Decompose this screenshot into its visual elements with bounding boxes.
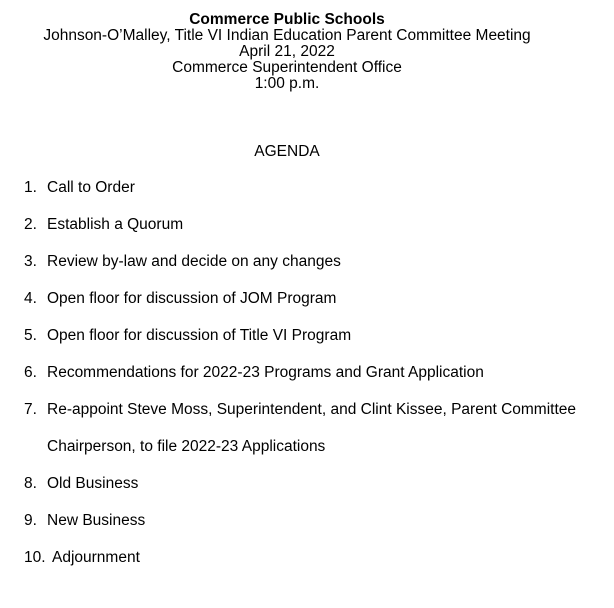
agenda-item-text: Recommendations for 2022-23 Programs and Grant Application xyxy=(47,364,484,381)
agenda-item-number: 2. xyxy=(24,216,37,233)
agenda-item-number: 7. xyxy=(24,401,37,418)
agenda-item-text: Call to Order xyxy=(47,179,135,196)
agenda-item xyxy=(0,475,614,512)
agenda-item-text: Adjournment xyxy=(52,549,140,566)
agenda-list xyxy=(0,179,614,586)
agenda-item-text-block xyxy=(47,401,614,456)
meeting-title: Johnson-O’Malley, Title VI Indian Education Parent Committee Meeting xyxy=(43,27,531,44)
agenda-item xyxy=(0,327,614,364)
agenda-item-number: 9. xyxy=(24,512,37,529)
agenda-item-text: Re-appoint Steve Moss, Superintendent, and Clint Kissee, Parent Committee xyxy=(47,401,576,418)
agenda-item xyxy=(0,512,614,549)
agenda-item xyxy=(0,401,614,475)
agenda-item xyxy=(0,216,614,253)
agenda-item xyxy=(0,253,614,290)
agenda-item xyxy=(0,549,614,586)
agenda-item-number: 10. xyxy=(24,549,46,566)
meeting-time: 1:00 p.m. xyxy=(254,75,320,92)
agenda-item-number: 8. xyxy=(24,475,37,492)
agenda-item-number: 3. xyxy=(24,253,37,270)
agenda-item-number: 6. xyxy=(24,364,37,381)
agenda-item-number: 1. xyxy=(24,179,37,196)
meeting-date: April 21, 2022 xyxy=(239,43,335,60)
agenda-item-text: Review by-law and decide on any changes xyxy=(47,253,341,270)
agenda-item xyxy=(0,290,614,327)
agenda-item-number: 4. xyxy=(24,290,37,307)
meeting-location: Commerce Superintendent Office xyxy=(172,59,402,76)
agenda-item-text: Open floor for discussion of JOM Program xyxy=(47,290,337,307)
agenda-item xyxy=(0,364,614,401)
agenda-item-text-continuation: Chairperson, to file 2022-23 Applications xyxy=(47,438,326,455)
school-name: Commerce Public Schools xyxy=(189,11,385,28)
document-header xyxy=(0,12,574,92)
agenda-title: AGENDA xyxy=(254,143,320,160)
agenda-item-number: 5. xyxy=(24,327,37,344)
agenda-item xyxy=(0,179,614,216)
agenda-item-text: New Business xyxy=(47,512,146,529)
agenda-item-text: Establish a Quorum xyxy=(47,216,184,233)
agenda-item-text: Open floor for discussion of Title VI Program xyxy=(47,327,352,344)
agenda-item-text: Old Business xyxy=(47,475,139,492)
